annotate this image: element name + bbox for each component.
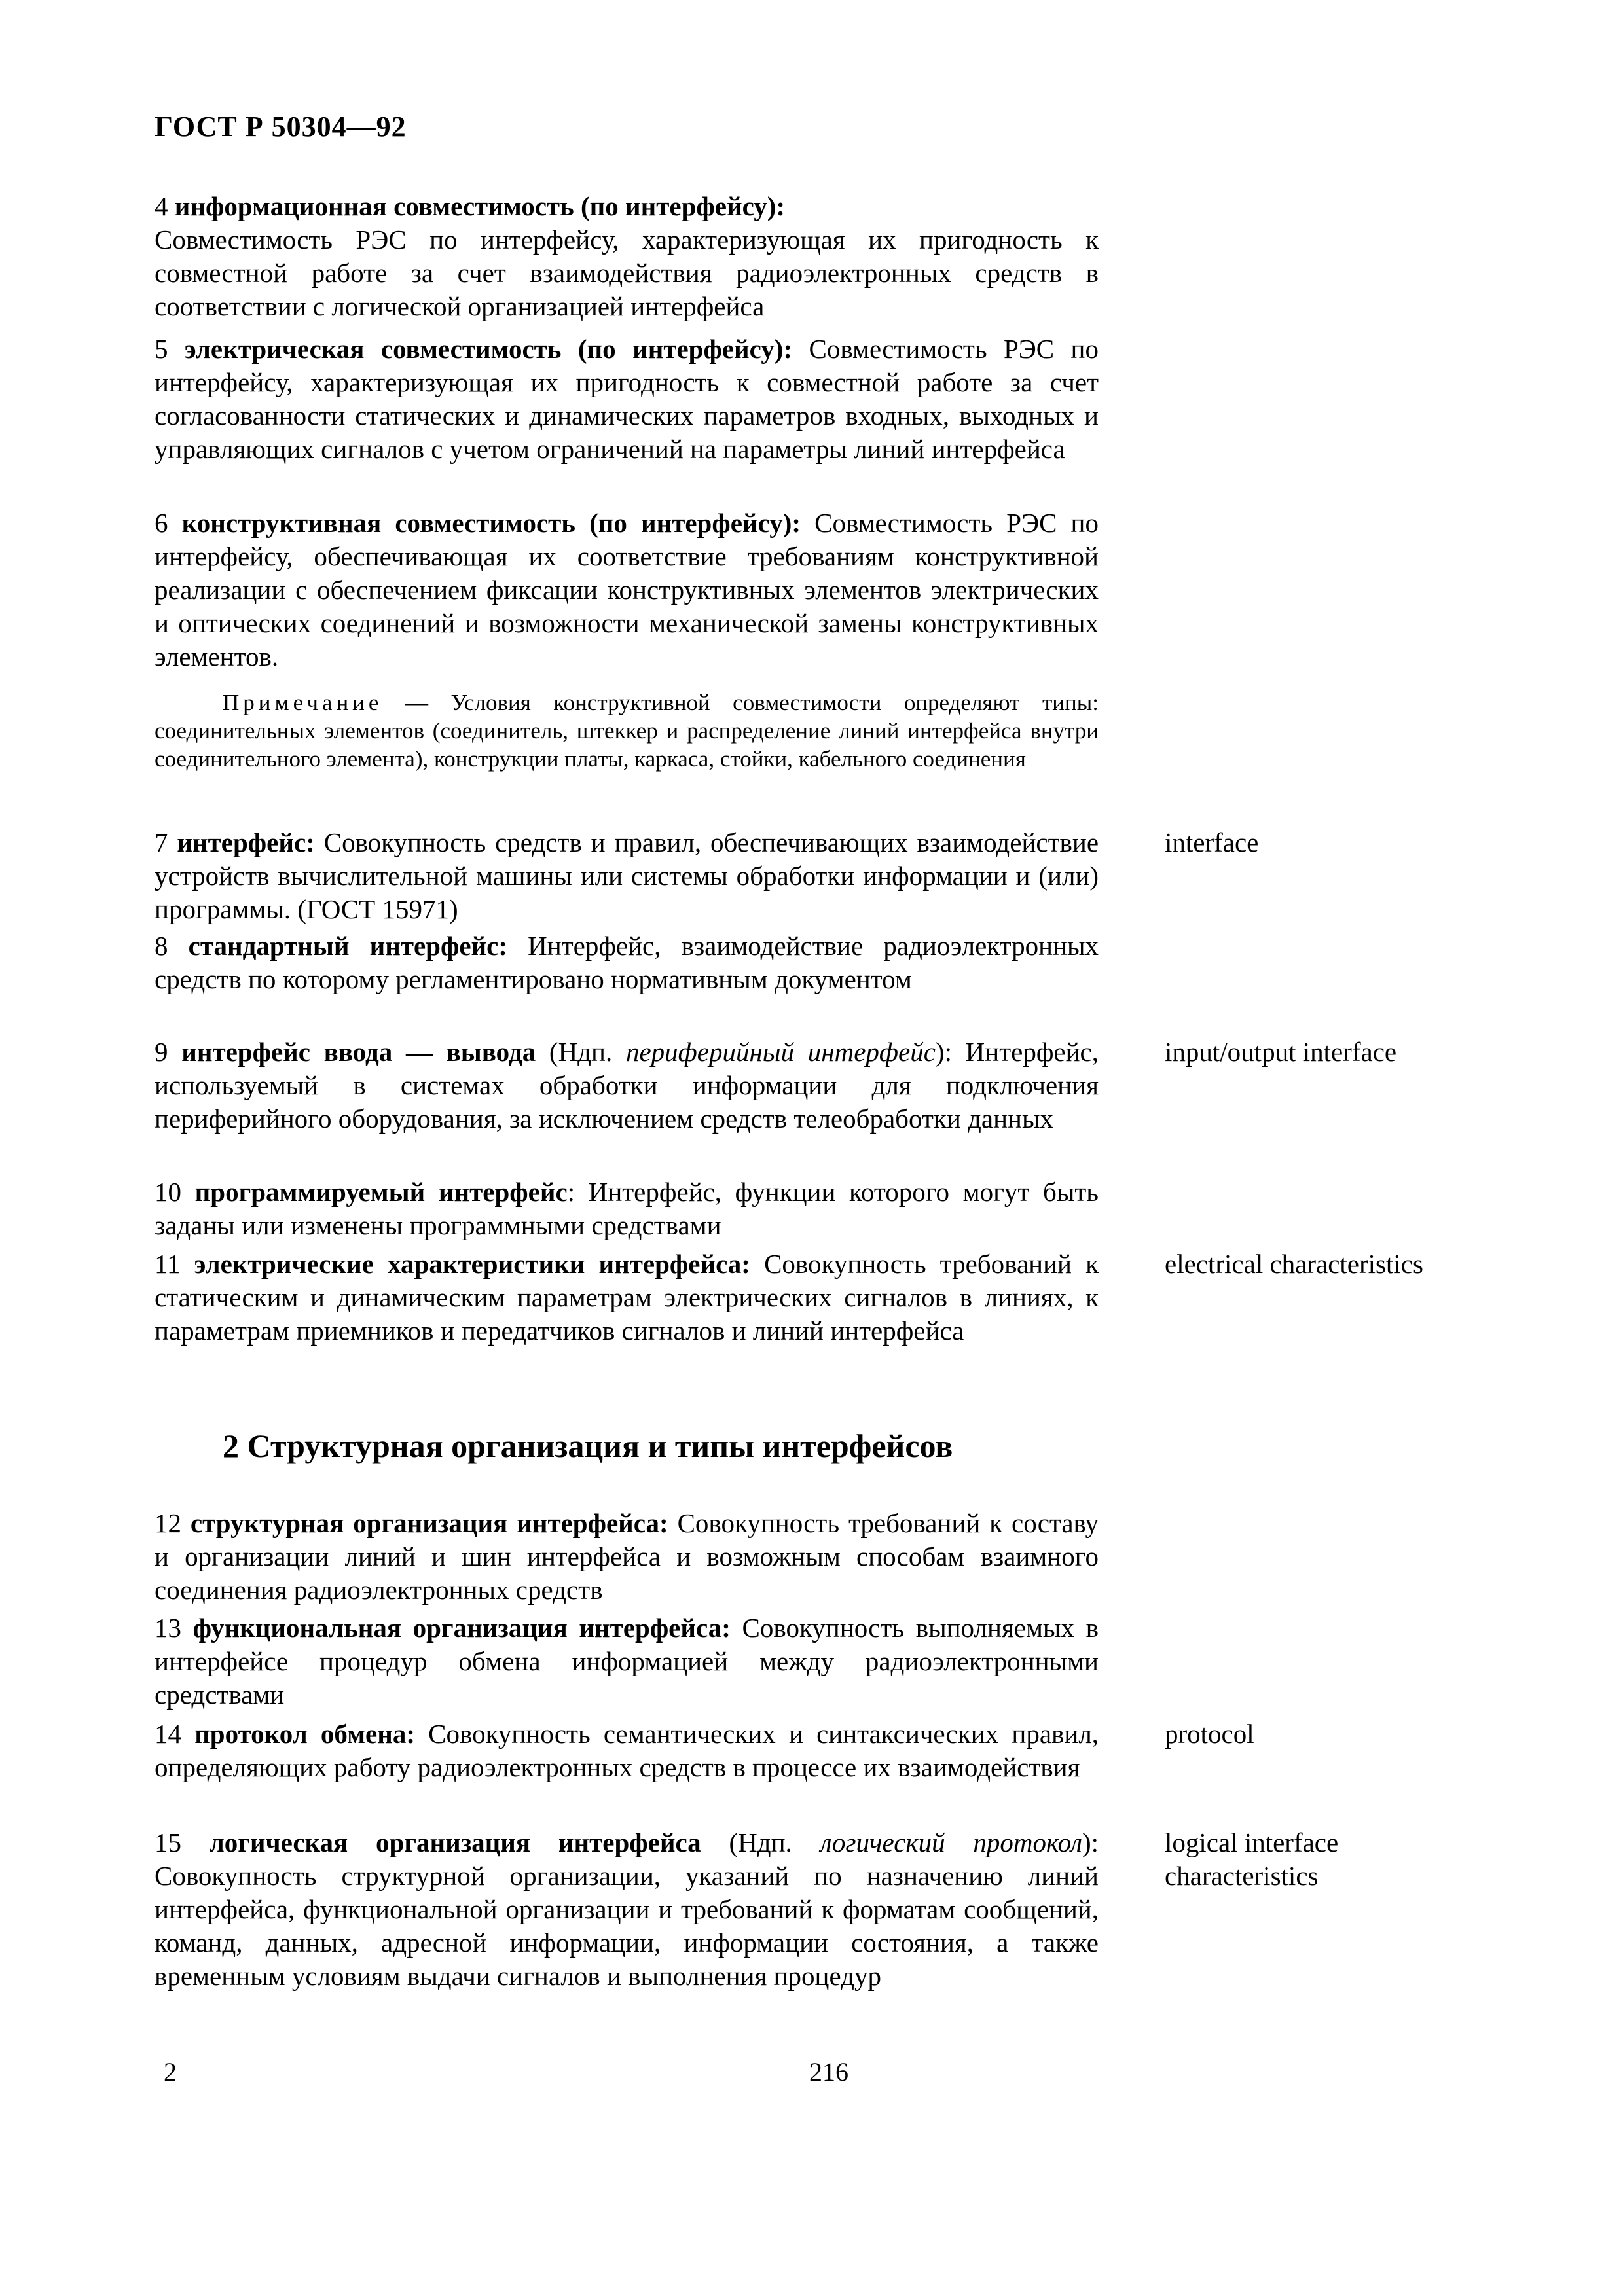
- term-9-alt-close: ):: [935, 1037, 952, 1067]
- term-5-title: электрическая совместимость (по интерфейсу):: [184, 334, 793, 364]
- term-5-number: 5: [155, 334, 168, 364]
- term-entry-14: [155, 1717, 1099, 1784]
- term-12-paragraph: [155, 1507, 1099, 1607]
- term-6-title: конструктивная совместимость (по интерфейсу):: [181, 508, 801, 538]
- term-4-title: информационная совместимость (по интерфейсу):: [174, 191, 786, 221]
- term-10-number: 10: [155, 1177, 181, 1207]
- term-15-title: логическая организация интерфейса: [209, 1827, 701, 1857]
- term-9-alt-term: периферийный интерфейс: [625, 1037, 936, 1067]
- term-13-definition: Совокупность выполняемых в интерфейсе процедур обмена информацией между радиоэлектронными средствами: [155, 1613, 1099, 1710]
- document-id: ГОСТ Р 50304—92: [155, 111, 407, 143]
- term-10-title: программируемый интерфейс: [194, 1177, 568, 1207]
- term-9-alt-label: (Ндп.: [549, 1037, 613, 1067]
- term-10-paragraph: [155, 1175, 1099, 1242]
- term-entry-4: [155, 190, 1099, 323]
- term-5-definition: Совместимость РЭС по интерфейсу, характеризующая их пригодность к совместной работе за счет согласованности статических и динамических параметров входных, выходных и управляющих сигналов с учетом ограничений на параметры линий интерфейса: [155, 334, 1099, 464]
- term-11-number: 11: [155, 1249, 181, 1279]
- term-12-definition: Совокупность требований к составу и организации линий и шин интерфейса и возможным способам взаимного соединения радиоэлектронных средств: [155, 1508, 1099, 1605]
- term-entry-11: [155, 1247, 1099, 1348]
- term-15-paragraph: [155, 1826, 1099, 1993]
- term-13-paragraph: [155, 1611, 1099, 1712]
- page-number-center: 216: [809, 2057, 848, 2087]
- term-6-definition: Совместимость РЭС по интерфейсу, обеспечивающая их соответствие требованиям конструктивной реализации с обеспечением фиксации конструктивных элементов электрических и оптических соединений и возможности механической замены конструктивных элементов.: [155, 508, 1099, 672]
- term-14-definition: Совокупность семантических и синтаксических правил, определяющих работу радиоэлектронных средств в процессе их взаимодействия: [155, 1719, 1099, 1782]
- term-15-english: logical interface characteristics: [1165, 1827, 1339, 1891]
- term-15-alt-close: ):: [1082, 1827, 1099, 1857]
- term-4-number: 4: [155, 191, 168, 221]
- term-11-definition: Совокупность требований к статическим и динамическим параметрам электрических сигналов в линиях, к параметрам приемников и передатчиков сигналов и линий интерфейса: [155, 1249, 1099, 1346]
- term-8-title: стандартный интерфейс:: [188, 931, 508, 961]
- term-9-english: input/output interface: [1165, 1037, 1397, 1067]
- term-entry-8: [155, 929, 1099, 996]
- term-13-number: 13: [155, 1613, 181, 1643]
- term-9-title: интерфейс ввода — вывода: [181, 1037, 536, 1067]
- term-12-title: структурная организация интерфейса:: [190, 1508, 668, 1538]
- term-11-english: electrical characteristics: [1165, 1249, 1423, 1279]
- page-number-left: 2: [164, 2057, 177, 2087]
- section-heading: 2 Структурная организация и типы интерфейсов: [223, 1427, 953, 1464]
- term-9-paragraph: [155, 1035, 1099, 1136]
- term-7-number: 7: [155, 827, 168, 857]
- term-6-number: 6: [155, 508, 168, 538]
- term-entry-15: [155, 1826, 1099, 1993]
- term-14-english: protocol: [1165, 1719, 1254, 1749]
- term-9-number: 9: [155, 1037, 168, 1067]
- term-10-definition: Интерфейс, функции которого могут быть заданы или изменены программными средствами: [155, 1177, 1099, 1240]
- term-11-paragraph: [155, 1247, 1099, 1348]
- term-entry-10: [155, 1175, 1099, 1242]
- note-text: — Условия конструктивной совместимости определяют типы: соединительных элементов (соединитель, штеккер и распределение линий интерфейса внутри соединительного элемента), конструкции платы, каркаса, стойки, кабельного соединения: [155, 690, 1099, 772]
- term-9-definition: Интерфейс, используемый в системах обработки информации для подключения периферийного оборудования, за исключением средств телеобработки данных: [155, 1037, 1099, 1134]
- term-7-paragraph: [155, 826, 1099, 926]
- term-8-definition: Интерфейс, взаимодействие радиоэлектронных средств по которому регламентировано нормативным документом: [155, 931, 1099, 994]
- term-8-paragraph: [155, 929, 1099, 996]
- term-entry-5: [155, 332, 1099, 466]
- term-8-number: 8: [155, 931, 168, 961]
- term-entry-13: [155, 1611, 1099, 1712]
- term-4-definition: Совместимость РЭС по интерфейсу, характеризующая их пригодность к совместной работе за счет взаимодействия радиоэлектронных средств в соответствии с логической организацией интерфейса: [155, 224, 1099, 321]
- term-entry-12: [155, 1507, 1099, 1607]
- term-entry-6: [155, 507, 1099, 673]
- note-paragraph: [155, 689, 1099, 773]
- term-6-paragraph: [155, 507, 1099, 673]
- term-13-title: функциональная организация интерфейса:: [192, 1613, 731, 1643]
- term-11-title: электрические характеристики интерфейса:: [194, 1249, 750, 1279]
- term-15-definition: Совокупность структурной организации, указаний по назначению линий интерфейса, функциональной организации и требований к форматам сообщений, команд, данных, адресной информации, информации состояния, а также временным условиям выдачи сигналов и выполнения процедур: [155, 1861, 1099, 1991]
- term-4-paragraph: [155, 190, 1099, 323]
- term-entry-7: [155, 826, 1099, 926]
- term-15-alt-term: логический протокол: [820, 1827, 1082, 1857]
- term-10-alt-close: :: [567, 1177, 575, 1207]
- term-7-english: interface: [1165, 827, 1259, 857]
- term-entry-9: [155, 1035, 1099, 1136]
- term-15-alt-label: (Ндп.: [729, 1827, 792, 1857]
- note-label: Примечание: [223, 690, 383, 715]
- term-14-paragraph: [155, 1717, 1099, 1784]
- term-12-number: 12: [155, 1508, 181, 1538]
- term-14-title: протокол обмена:: [194, 1719, 415, 1749]
- term-5-paragraph: [155, 332, 1099, 466]
- term-7-title: интерфейс:: [177, 827, 315, 857]
- term-7-definition: Совокупность средств и правил, обеспечивающих взаимодействие устройств вычислительной машины или системы обработки информации и (или) программы. (ГОСТ 15971): [155, 827, 1099, 924]
- term-15-number: 15: [155, 1827, 181, 1857]
- term-14-number: 14: [155, 1719, 181, 1749]
